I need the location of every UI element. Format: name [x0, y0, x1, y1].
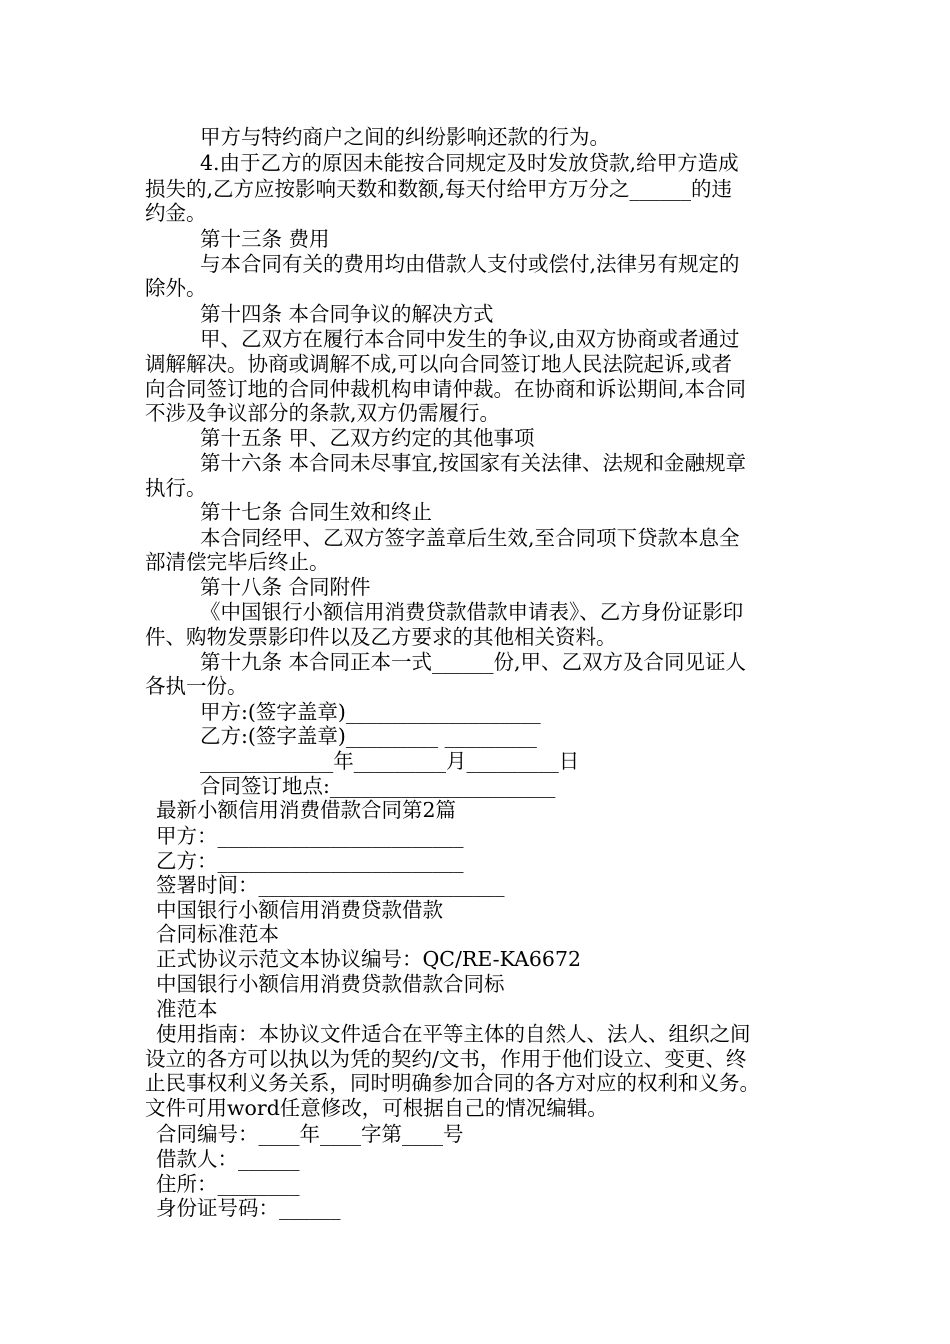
text-line: 执行。	[145, 476, 207, 500]
signing-place: 合同签订地点:______________________	[200, 774, 556, 798]
text-line: 本合同经甲、乙双方签字盖章后生效,至合同项下贷款本息全	[200, 526, 740, 550]
text-line: 件、购物发票影印件以及乙方要求的其他相关资料。	[145, 625, 617, 649]
signing-time-field: 签署时间：________________________	[156, 873, 505, 897]
contract-number-field: 合同编号：____年____字第____号	[156, 1122, 464, 1146]
text-line: 与本合同有关的费用均由借款人支付或偿付,法律另有规定的	[200, 252, 740, 276]
signature-party-b: 乙方:(签字盖章)_________ _________	[200, 724, 537, 748]
article-heading: 第十八条 合同附件	[200, 575, 371, 599]
text-line: 中国银行小额信用消费贷款借款合同标	[156, 972, 505, 996]
text-line: 除外。	[145, 276, 207, 300]
article-heading: 第十三条 费用	[200, 227, 330, 251]
section-title: 最新小额信用消费借款合同第2篇	[156, 798, 457, 822]
article-heading: 第十九条 本合同正本一式______份,甲、乙双方及合同见证人	[200, 650, 747, 674]
article-heading: 第十五条 甲、乙双方约定的其他事项	[200, 426, 535, 450]
text-line: 设立的各方可以执以为凭的契约/文书，作用于他们设立、变更、终	[145, 1047, 747, 1071]
usage-guide: 使用指南：本协议文件适合在平等主体的自然人、法人、组织之间	[156, 1022, 751, 1046]
text-line: 4.由于乙方的原因未能按合同规定及时发放贷款,给甲方造成	[200, 151, 739, 175]
party-b-field: 乙方：________________________	[156, 849, 464, 873]
text-line: 调解解决。协商或调解不成,可以向合同签订地人民法院起诉,或者	[145, 352, 733, 376]
text-line: 部清偿完毕后终止。	[145, 550, 330, 574]
text-line: 不涉及争议部分的条款,双方仍需履行。	[145, 401, 501, 425]
text-line: 文件可用word任意修改，可根据自己的情况编辑。	[145, 1096, 608, 1120]
text-line: 损失的,乙方应按影响天数和数额,每天付给甲方万分之______的违	[145, 177, 733, 201]
party-a-field: 甲方：________________________	[156, 824, 464, 848]
text-line: 合同标准范本	[156, 922, 279, 946]
text-line: 甲、乙双方在履行本合同中发生的争议,由双方协商或者通过	[200, 327, 740, 351]
article-heading: 第十七条 合同生效和终止	[200, 500, 433, 524]
text-line: 止民事权利义务关系，同时明确参加合同的各方对应的权利和义务。	[145, 1071, 760, 1095]
text-line: 向合同签订地的合同仲裁机构申请仲裁。在协商和诉讼期间,本合同	[145, 377, 747, 401]
article-heading: 第十四条 本合同争议的解决方式	[200, 302, 494, 326]
text-line: 约金。	[145, 201, 207, 225]
text-line: 准范本	[156, 997, 218, 1021]
id-number-field: 身份证号码：______	[156, 1196, 341, 1220]
agreement-number: 正式协议示范文本协议编号：QC/RE-KA6672	[156, 947, 582, 971]
text-line: 《中国银行小额信用消费贷款借款申请表》、乙方身份证影印	[200, 600, 744, 624]
article-heading: 第十六条 本合同未尽事宜,按国家有关法律、法规和金融规章	[200, 451, 747, 475]
text-line: 各执一份。	[145, 674, 248, 698]
borrower-field: 借款人：______	[156, 1147, 300, 1171]
signature-date: _____________年_________月_________日	[200, 749, 580, 773]
signature-party-a: 甲方:(签字盖章)___________________	[200, 700, 541, 724]
address-field: 住所：________	[156, 1172, 300, 1196]
text-line: 中国银行小额信用消费贷款借款	[156, 898, 443, 922]
text-line: 甲方与特约商户之间的纠纷影响还款的行为。	[200, 125, 610, 149]
